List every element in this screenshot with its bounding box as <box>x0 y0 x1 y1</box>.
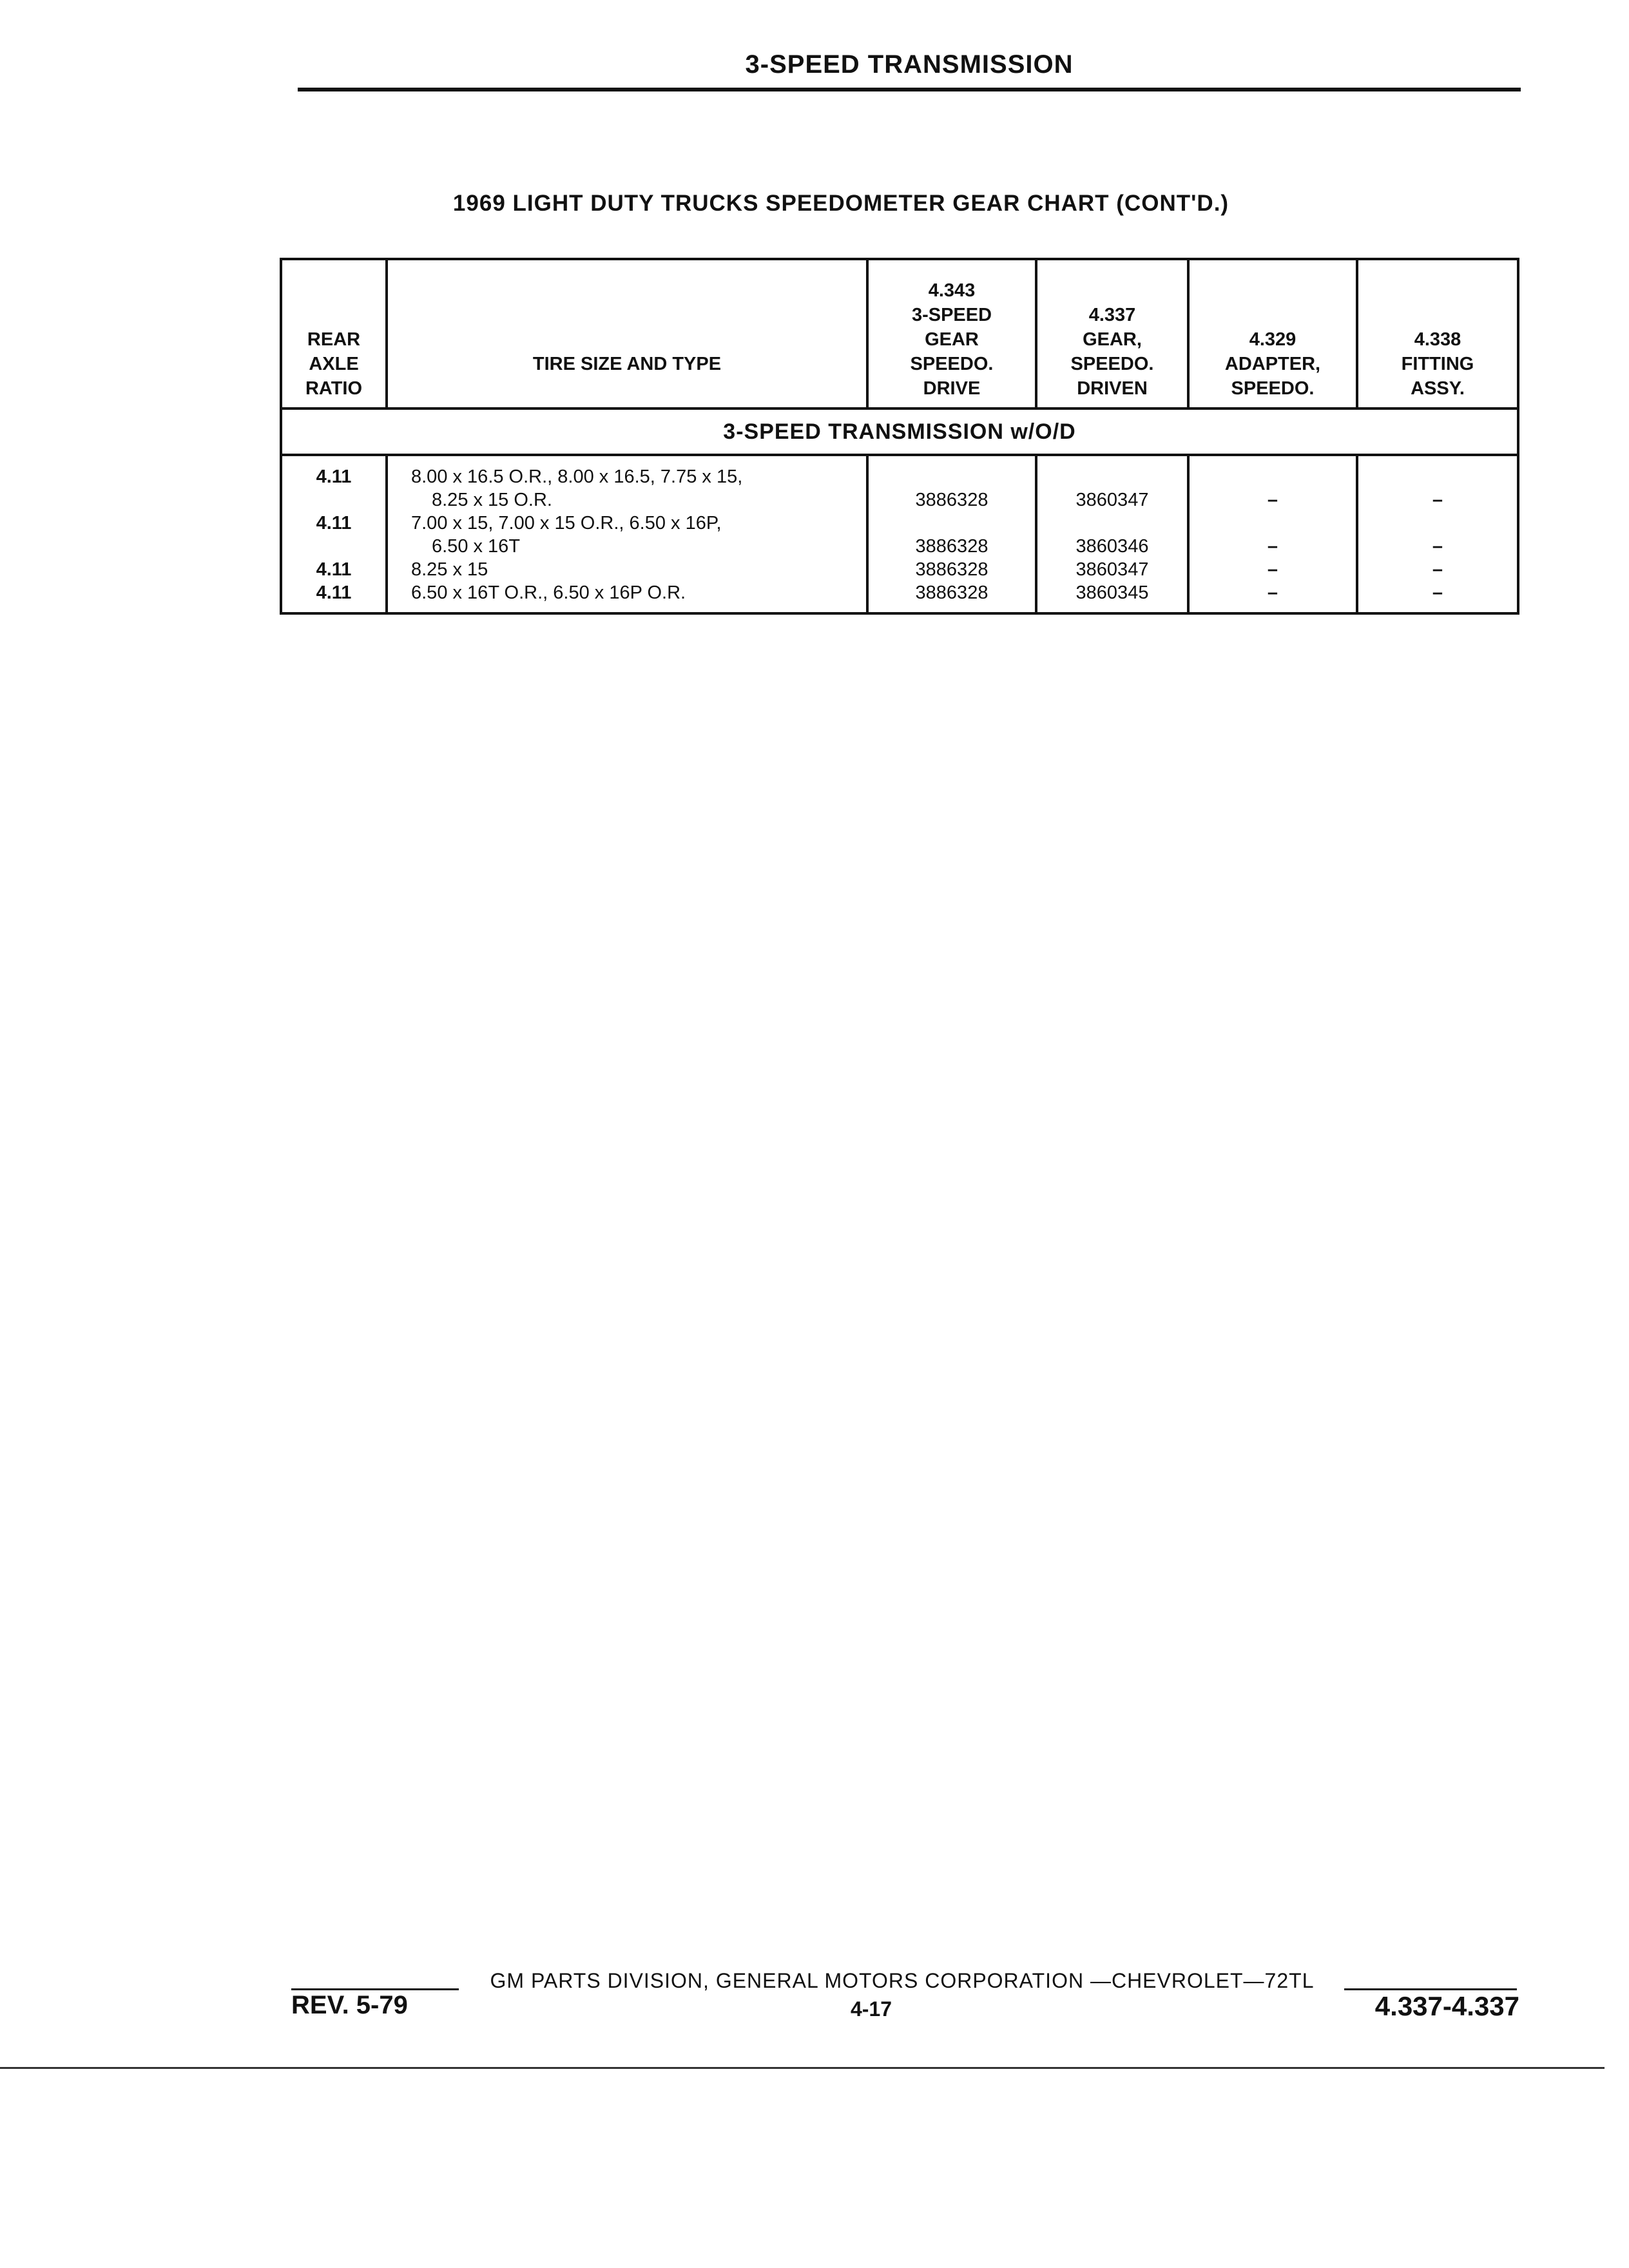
fitting-cell: – <box>1432 490 1443 510</box>
section-row <box>281 408 1518 455</box>
fitting-cell: – <box>1432 536 1443 557</box>
fitting-cell: – <box>1432 559 1443 580</box>
header-rule <box>298 88 1521 91</box>
adapter-cell: – <box>1267 490 1278 510</box>
header-speedo-driven-gear: 4.337 GEAR, SPEEDO. DRIVEN <box>1036 259 1188 408</box>
header-tire-size-and-type: TIRE SIZE AND TYPE <box>387 259 867 408</box>
ratio-cell: 4.11 <box>316 466 352 487</box>
ratio-cell: 4.11 <box>316 559 352 580</box>
chart-title: 1969 LIGHT DUTY TRUCKS SPEEDOMETER GEAR CHART (CONT'D.) <box>452 191 1229 216</box>
footer-rule-right <box>1344 1988 1517 1990</box>
footer-page-number: 4-17 <box>851 1997 892 2021</box>
header-speedo-adapter: 4.329 ADAPTER, SPEEDO. <box>1188 259 1357 408</box>
fitting-assy-column <box>1357 455 1518 613</box>
fitting-cell: – <box>1432 582 1443 603</box>
tire-cell: 8.25 x 15 O.R. <box>432 490 552 510</box>
drive-gear-cell: 3886328 <box>915 536 988 557</box>
header-rear-axle-ratio: REAR AXLE RATIO <box>281 259 387 408</box>
speedometer-gear-table <box>280 258 1519 615</box>
driven-gear-cell: 3860347 <box>1075 559 1149 580</box>
speedo-drive-column <box>867 455 1036 613</box>
footer-section-code: 4.337-4.337 <box>1374 1991 1519 2021</box>
page-header: 3-SPEED TRANSMISSION <box>745 50 1074 79</box>
footer-revision: REV. 5-79 <box>291 1991 408 2019</box>
tire-cell: 8.00 x 16.5 O.R., 8.00 x 16.5, 7.75 x 15, <box>411 466 743 487</box>
bottom-rule <box>0 2067 1605 2069</box>
section-label: 3-SPEED TRANSMISSION w/O/D <box>281 408 1518 455</box>
header-fitting-assy: 4.338 FITTING ASSY. <box>1357 259 1518 408</box>
adapter-cell: – <box>1267 582 1278 603</box>
table-row <box>281 455 1518 613</box>
tire-size-column <box>387 455 867 613</box>
adapter-cell: – <box>1267 559 1278 580</box>
driven-gear-cell: 3860346 <box>1075 536 1149 557</box>
ratio-cell: 4.11 <box>316 582 352 603</box>
tire-cell: 6.50 x 16T <box>432 536 521 557</box>
drive-gear-cell: 3886328 <box>915 490 988 510</box>
drive-gear-cell: 3886328 <box>915 582 988 603</box>
header-speedo-drive-gear: 4.343 3-SPEED GEAR SPEEDO. DRIVE <box>867 259 1036 408</box>
tire-cell: 8.25 x 15 <box>411 559 488 580</box>
adapter-cell: – <box>1267 536 1278 557</box>
speedo-adapter-column <box>1188 455 1357 613</box>
driven-gear-cell: 3860345 <box>1075 582 1149 603</box>
drive-gear-cell: 3886328 <box>915 559 988 580</box>
table-header-row <box>281 259 1518 408</box>
footer-corporation: GM PARTS DIVISION, GENERAL MOTORS CORPORATION —CHEVROLET—72TL <box>490 1969 1315 1992</box>
speedo-driven-column <box>1036 455 1188 613</box>
rear-axle-ratio-column <box>281 455 387 613</box>
tire-cell: 6.50 x 16T O.R., 6.50 x 16P O.R. <box>411 582 686 603</box>
driven-gear-cell: 3860347 <box>1075 490 1149 510</box>
tire-cell: 7.00 x 15, 7.00 x 15 O.R., 6.50 x 16P, <box>411 513 722 533</box>
ratio-cell: 4.11 <box>316 513 352 533</box>
footer-rule-left <box>291 1988 459 1990</box>
